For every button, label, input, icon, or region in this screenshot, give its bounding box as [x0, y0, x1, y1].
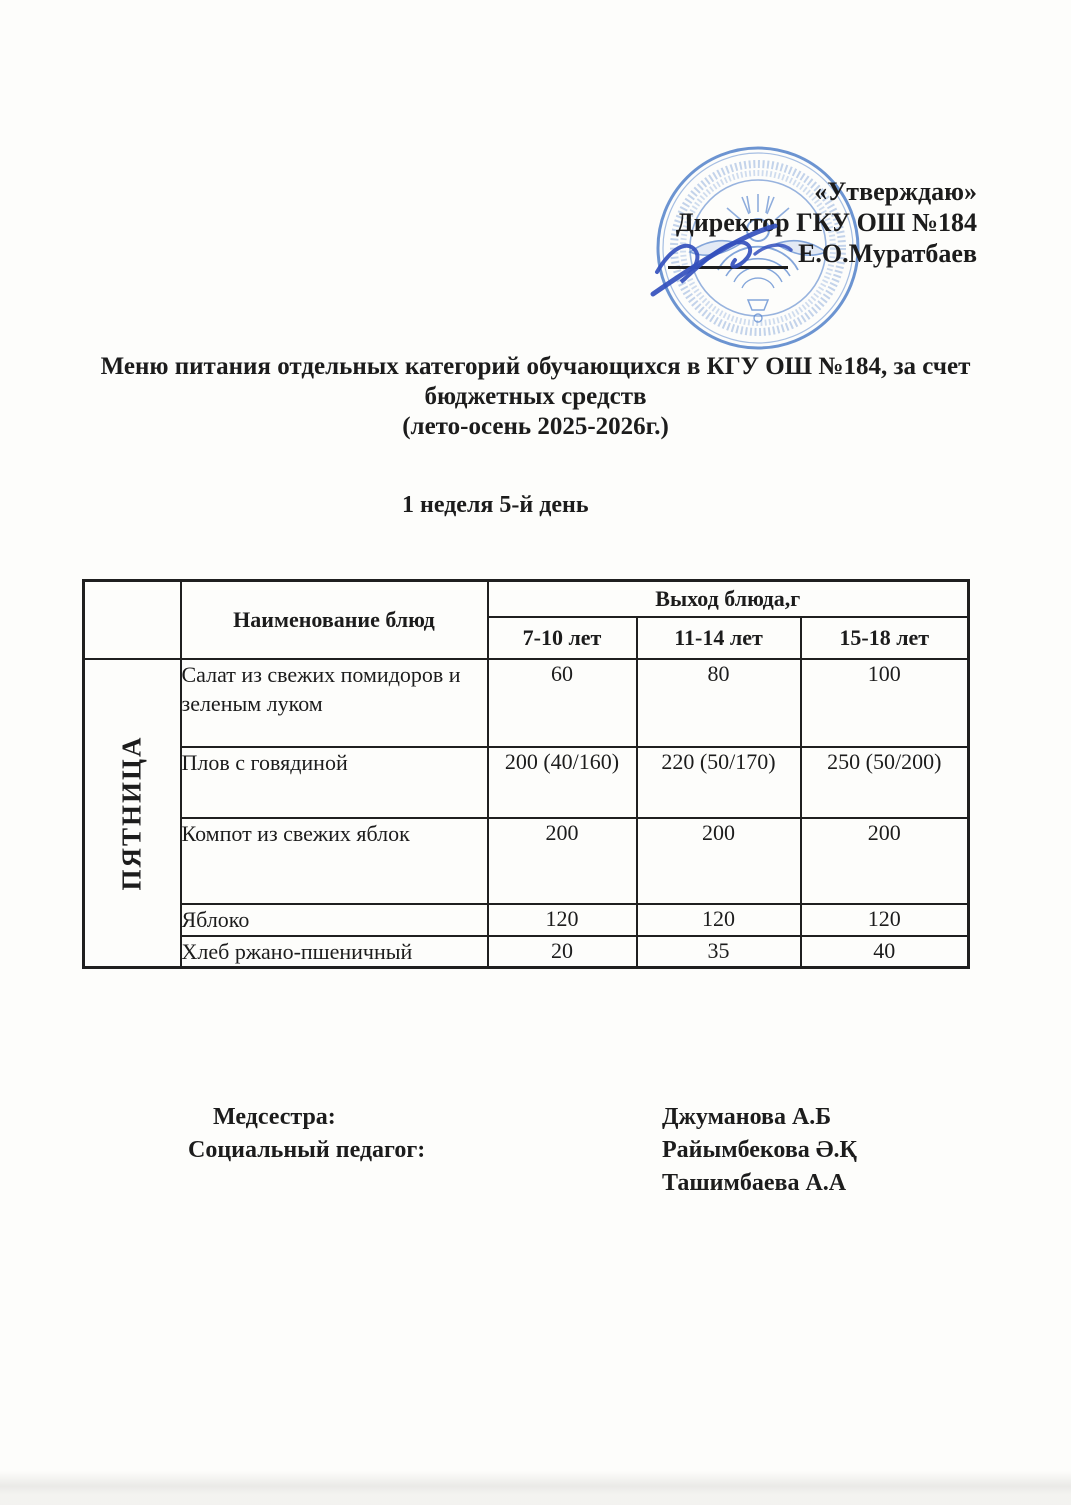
dish-name-cell: Плов с говядиной [181, 747, 488, 818]
signature-label: Социальный педагог: [188, 1137, 426, 1163]
approval-block [668, 176, 977, 269]
dish-name-cell: Яблоко [181, 904, 488, 936]
doc-title-line-2: бюджетных средств [424, 383, 647, 410]
portion-cell: 35 [637, 936, 801, 968]
portion-cell: 220 (50/170) [637, 747, 801, 818]
portion-cell: 60 [488, 659, 637, 747]
portion-cell: 200 [801, 818, 969, 904]
portion-cell: 120 [488, 904, 637, 936]
dish-name-header: Наименование блюд [181, 581, 488, 659]
document-title [0, 352, 1071, 442]
signature-underline [668, 242, 788, 269]
portion-cell: 200 [488, 818, 637, 904]
portion-cell: 120 [637, 904, 801, 936]
table-row [84, 747, 969, 818]
signature-labels [188, 1101, 425, 1167]
signature-names [662, 1101, 857, 1200]
dish-name-cell: Компот из свежих яблок [181, 818, 488, 904]
week-day-subtitle: 1 неделя 5-й день [402, 492, 589, 518]
portion-cell: 80 [637, 659, 801, 747]
signature-name: Райымбекова Ә.Қ [662, 1137, 857, 1163]
age-header-2: 15-18 лет [801, 617, 969, 659]
approval-signer-name: Е.О.Муратбаев [798, 239, 977, 268]
portion-cell: 20 [488, 936, 637, 968]
age-header-0: 7-10 лет [488, 617, 637, 659]
table-row [84, 936, 969, 968]
doc-title-line-3: (лето-осень 2025-2026г.) [402, 413, 669, 440]
signature-name: Ташимбаева А.А [662, 1170, 847, 1196]
table-row [84, 904, 969, 936]
doc-title-line-1: Меню питания отдельных категорий обучающихся в КГУ ОШ №184, за счет [100, 353, 971, 380]
signature-label: Медсестра: [213, 1104, 336, 1130]
dish-name-cell: Хлеб ржано-пшеничный [181, 936, 488, 968]
approval-director-line: Директор ГКУ ОШ №184 [675, 208, 977, 237]
dish-name-cell: Салат из свежих помидоров и зеленым луком [181, 659, 488, 747]
approval-signature-line [668, 238, 977, 269]
portion-cell: 40 [801, 936, 969, 968]
day-label: ПЯТНИЦА [116, 734, 147, 891]
table-row [84, 659, 969, 747]
age-header-1: 11-14 лет [637, 617, 801, 659]
portion-cell: 100 [801, 659, 969, 747]
signature-name: Джуманова А.Б [662, 1104, 832, 1130]
day-cell [84, 659, 181, 968]
portion-cell: 250 (50/200) [801, 747, 969, 818]
scan-bottom-edge [0, 1471, 1071, 1505]
output-header: Выход блюда,г [488, 581, 969, 617]
portion-cell: 120 [801, 904, 969, 936]
portion-cell: 200 (40/160) [488, 747, 637, 818]
portion-cell: 200 [637, 818, 801, 904]
corner-cell [84, 581, 181, 659]
approval-quote: «Утверждаю» [814, 177, 977, 206]
table-row [84, 818, 969, 904]
menu-table [82, 579, 970, 969]
